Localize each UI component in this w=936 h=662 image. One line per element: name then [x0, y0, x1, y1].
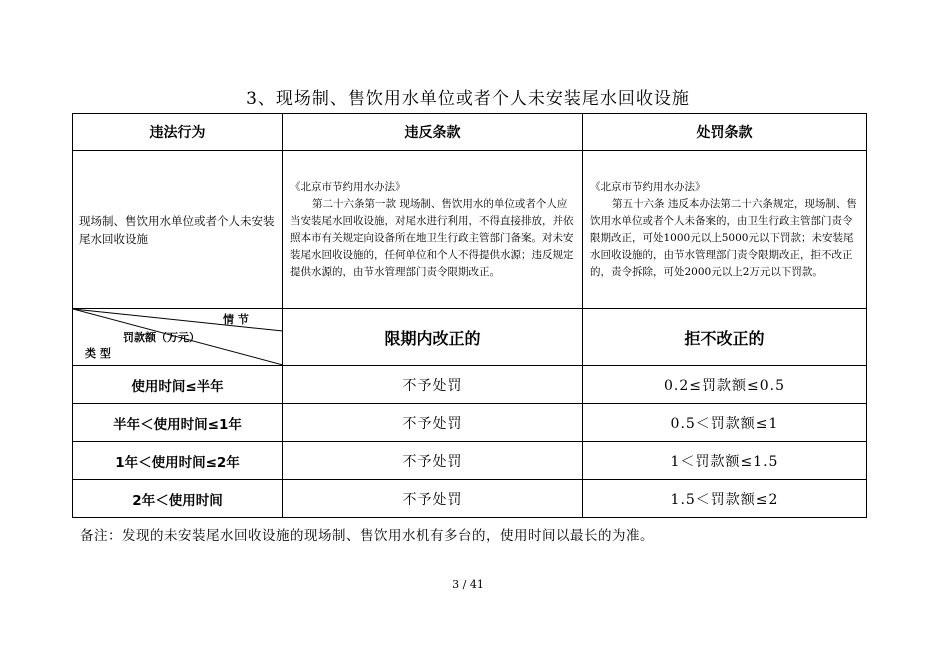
table-row: [73, 480, 867, 518]
diagonal-header-cell: [73, 309, 283, 366]
label-type: 类 型: [85, 347, 111, 360]
penalty-clause-text-wrap: [590, 196, 859, 281]
corrected-penalty-cell: 不予处罚: [283, 404, 583, 442]
label-fine-amount: 罚款额（万元）: [123, 331, 200, 344]
violated-clause-text-wrap: [290, 196, 575, 281]
penalty-clause-text: 第五十六条 违反本办法第二十六条规定，现场制、售饮用水单位或者个人未备案的，由卫生行政主管部门责令限期改正，可处1000元以上5000元以下罚款；未安装尾水回收设施的，由节水管理部门责令限期改正，拒不改正的，责令拆除，可处2000元以上2万元以下罚款。: [590, 197, 857, 278]
label-circumstance: 情 节: [223, 313, 249, 326]
header-violation: 违法行为: [73, 114, 283, 151]
violated-clause-cell: [283, 151, 583, 309]
corrected-penalty-cell: 不予处罚: [283, 366, 583, 404]
refused-fine-cell: 1.5＜罚款额≤2: [583, 480, 867, 518]
content-row: [73, 151, 867, 309]
header-violated-clause: 违反条款: [283, 114, 583, 151]
header-penalty-clause: 处罚条款: [583, 114, 867, 151]
violated-clause-text: 第二十六条第一款 现场制、售饮用水的单位或者个人应当安装尾水回收设施，对尾水进行利用，不得直接排放，并依照本市有关规定向设备所在地卫生行政主管部门备案。对未安装尾水回收设施的，任何单位和个人不得提供水源；违反规定提供水源的，由节水管理部门责令限期改正。: [290, 197, 574, 278]
column-refused-header: 拒不改正的: [583, 309, 867, 366]
column-corrected-header: 限期内改正的: [283, 309, 583, 366]
table-row: [73, 442, 867, 480]
table-row: [73, 366, 867, 404]
sub-header-row: [73, 309, 867, 366]
corrected-penalty-cell: 不予处罚: [283, 480, 583, 518]
page-title: 3、现场制、售饮用水单位或者个人未安装尾水回收设施: [246, 89, 690, 109]
remark-note: 备注：发现的未安装尾水回收设施的现场制、售饮用水机有多台的，使用时间以最长的为准。: [80, 528, 654, 544]
corrected-penalty-cell: 不予处罚: [283, 442, 583, 480]
violation-description: 现场制、售饮用水单位或者个人未安装尾水回收设施: [73, 151, 283, 309]
penalty-clause-source: 《北京市节约用水办法》: [590, 180, 706, 193]
usage-type-cell: 1年＜使用时间≤2年: [73, 442, 283, 480]
violated-clause-source: 《北京市节约用水办法》: [290, 180, 406, 193]
penalty-table: [72, 113, 867, 518]
refused-fine-cell: 0.2≤罚款额≤0.5: [583, 366, 867, 404]
penalty-clause-cell: [583, 151, 867, 309]
usage-type-cell: 2年＜使用时间: [73, 480, 283, 518]
refused-fine-cell: 1＜罚款额≤1.5: [583, 442, 867, 480]
refused-fine-cell: 0.5＜罚款额≤1: [583, 404, 867, 442]
table-row: [73, 404, 867, 442]
usage-type-cell: 使用时间≤半年: [73, 366, 283, 404]
table-header-row: [73, 114, 867, 151]
usage-type-cell: 半年＜使用时间≤1年: [73, 404, 283, 442]
page-number: 3 / 41: [452, 578, 484, 591]
